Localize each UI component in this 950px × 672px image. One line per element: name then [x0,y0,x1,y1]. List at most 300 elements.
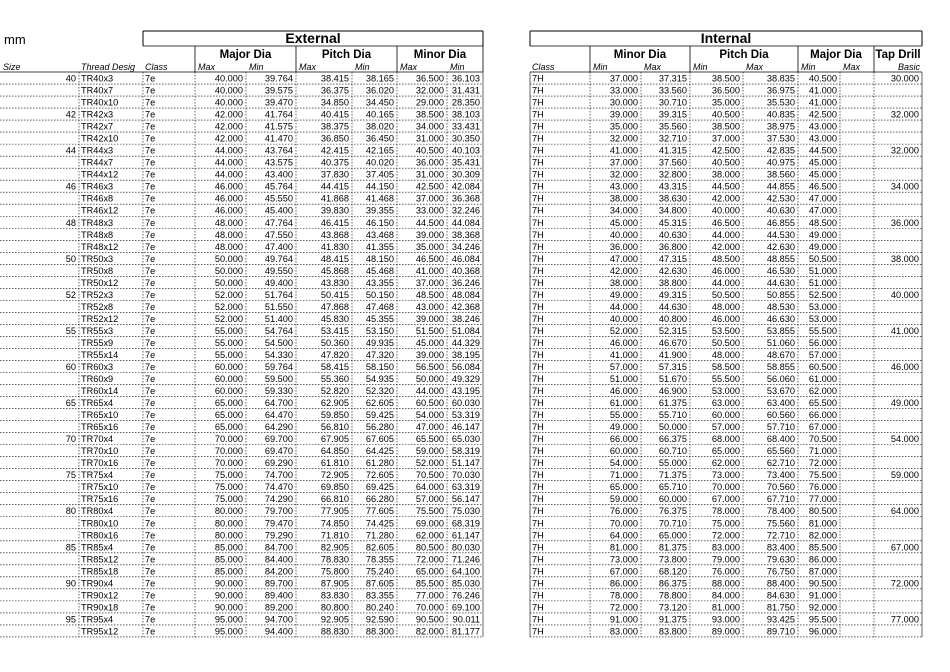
row-class-int: 7H [532,566,544,577]
row-int-value: 41.000 [808,85,837,96]
row-int-value: 73.400 [766,470,795,481]
row-ext-value: 69.470 [264,446,293,457]
row-thread: TR75x16 [81,494,119,505]
row-ext-value: 72.605 [365,470,394,481]
row-ext-value: 55.000 [214,337,243,348]
header-int-2: Min [693,62,708,72]
external-group-1: Pitch Dia [321,49,372,61]
row-class-ext: 7e [145,109,156,120]
row-ext-value: 56.280 [365,422,394,433]
row-int-value: 50.000 [658,422,687,433]
row-ext-value: 82.000 [415,626,444,637]
row-ext-value: 43.868 [320,229,349,240]
row-size: 48 [65,217,76,228]
row-int-value: 78.000 [711,506,740,517]
row-class-ext: 7e [145,241,156,252]
row-int-value: 95.500 [808,614,837,625]
row-ext-value: 67.605 [365,434,394,445]
row-ext-value: 61.280 [365,458,394,469]
row-int-value: 37.000 [609,157,638,168]
row-int-value: 38.975 [766,121,795,132]
row-int-value: 40.975 [766,157,795,168]
row-size: 52 [65,289,76,300]
row-ext-value: 46.147 [451,422,480,433]
row-class-int: 7H [532,614,544,625]
row-class-int: 7H [532,229,544,240]
row-thread: TR70x4 [81,434,114,445]
row-int-value: 53.000 [808,301,837,312]
row-thread: TR70x10 [81,446,119,457]
row-thread: TR85x18 [81,566,119,577]
row-ext-value: 92.905 [320,614,349,625]
header-ext-3: Min [355,62,370,72]
row-ext-value: 75.800 [320,566,349,577]
row-class-int: 7H [532,554,544,565]
row-class-ext: 7e [145,169,156,180]
row-ext-value: 79.700 [264,506,293,517]
row-int-value: 40.500 [711,157,740,168]
row-ext-value: 90.000 [214,578,243,589]
row-int-value: 47.315 [658,253,687,264]
row-int-value: 44.500 [808,145,837,156]
row-int-value: 42.000 [711,241,740,252]
row-int-value: 48.530 [766,301,795,312]
row-ext-value: 38.375 [320,121,349,132]
row-int-value: 32.000 [609,169,638,180]
row-ext-value: 83.830 [320,590,349,601]
internal-group-3: Tap Drill [875,49,921,61]
row-size: 50 [65,253,76,264]
row-ext-value: 53.150 [365,325,394,336]
row-int-value: 61.375 [658,398,687,409]
row-ext-value: 85.000 [214,554,243,565]
row-thread: TR48x8 [81,229,114,240]
row-int-value: 47.000 [808,193,837,204]
row-ext-value: 54.500 [264,337,293,348]
row-int-value: 79.630 [766,554,795,565]
row-ext-value: 43.468 [365,229,394,240]
row-class-ext: 7e [145,265,156,276]
row-int-value: 72.000 [808,458,837,469]
row-int-value: 30.710 [658,97,687,108]
row-int-value: 34.800 [658,205,687,216]
row-thread: TR60x14 [81,386,119,397]
row-int-value: 44.855 [766,181,795,192]
row-int-value: 36.000 [890,217,919,228]
row-int-value: 43.000 [609,181,638,192]
row-int-value: 84.630 [766,590,795,601]
row-int-value: 64.000 [609,530,638,541]
row-ext-value: 51.147 [451,458,480,469]
row-int-value: 50.500 [711,289,740,300]
row-int-value: 61.000 [808,374,837,385]
row-ext-value: 60.030 [451,398,480,409]
row-ext-value: 85.000 [214,542,243,553]
row-int-value: 32.000 [890,145,919,156]
row-int-value: 42.500 [711,145,740,156]
row-class-int: 7H [532,193,544,204]
row-ext-value: 48.084 [451,289,480,300]
row-int-value: 86.375 [658,578,687,589]
row-class-ext: 7e [145,518,156,529]
row-int-value: 60.560 [766,410,795,421]
row-ext-value: 58.150 [365,362,394,372]
row-int-value: 70.500 [808,434,837,445]
header-ext-1: Min [249,62,264,72]
row-int-value: 34.000 [609,205,638,216]
row-int-value: 44.630 [658,301,687,312]
row-class-ext: 7e [145,289,156,300]
row-ext-value: 65.500 [415,434,444,445]
row-int-value: 89.000 [711,626,740,637]
row-class-int: 7H [532,289,544,300]
row-int-value: 82.000 [808,530,837,541]
row-thread: TR90x18 [81,602,119,613]
row-ext-value: 52.000 [415,458,444,469]
row-ext-value: 64.425 [365,446,394,457]
header-int-4: Min [801,62,816,72]
header-int-3: Max [746,62,764,72]
row-thread: TR52x3 [81,289,114,300]
row-ext-value: 44.415 [320,181,349,192]
row-class-int: 7H [532,205,544,216]
row-thread: TR55x3 [81,325,114,336]
row-int-value: 46.630 [766,313,795,324]
row-thread: TR44x3 [81,145,114,156]
row-size: 90 [65,578,76,589]
row-int-value: 78.000 [609,590,638,601]
row-class-ext: 7e [145,362,156,372]
row-int-value: 40.500 [711,109,740,120]
row-ext-value: 90.011 [452,614,480,625]
row-ext-value: 94.700 [264,614,293,625]
row-int-value: 89.710 [766,626,795,637]
row-class-int: 7H [532,482,544,493]
row-thread: TR40x3 [81,73,114,84]
row-int-value: 36.975 [766,85,795,96]
row-ext-value: 64.100 [451,566,480,577]
row-ext-value: 42.000 [214,133,243,144]
row-ext-value: 59.330 [264,386,293,397]
row-ext-value: 46.084 [451,253,480,264]
row-ext-value: 33.000 [415,205,444,216]
row-ext-value: 50.415 [320,289,349,300]
row-int-value: 36.500 [711,85,740,96]
row-class-int: 7H [532,458,544,469]
row-ext-value: 80.800 [320,602,349,613]
row-ext-value: 46.415 [320,217,349,228]
row-ext-value: 80.030 [451,542,480,553]
row-int-value: 58.855 [766,362,795,372]
row-int-value: 53.000 [711,386,740,397]
row-ext-value: 51.550 [264,301,293,312]
row-int-value: 60.000 [711,410,740,421]
row-thread: TR40x10 [81,97,119,108]
row-thread: TR42x3 [81,109,114,120]
row-int-value: 44.500 [711,181,740,192]
row-int-value: 93.000 [711,614,740,625]
row-thread: TR44x12 [81,169,119,180]
row-ext-value: 55.000 [214,325,243,336]
row-size: 40 [65,73,76,84]
row-int-value: 40.500 [808,73,837,84]
row-ext-value: 75.500 [415,506,444,517]
row-class-ext: 7e [145,614,156,625]
row-int-value: 33.560 [658,85,687,96]
row-ext-value: 37.000 [415,193,444,204]
row-thread: TR95x12 [81,626,119,637]
row-ext-value: 38.195 [451,349,480,360]
row-int-value: 55.710 [658,410,687,421]
row-ext-value: 74.470 [264,482,293,493]
row-class-int: 7H [532,386,544,397]
row-class-int: 7H [532,349,544,360]
row-ext-value: 34.450 [365,97,394,108]
row-int-value: 38.000 [711,169,740,180]
row-ext-value: 36.103 [451,73,480,84]
row-class-ext: 7e [145,386,156,397]
row-class-ext: 7e [145,458,156,469]
row-int-value: 38.000 [890,253,919,264]
row-class-ext: 7e [145,121,156,132]
row-int-value: 71.000 [609,470,638,481]
row-int-value: 59.000 [609,494,638,505]
row-ext-value: 78.830 [320,554,349,565]
row-int-value: 60.000 [658,494,687,505]
external-group-2: Minor Dia [413,49,467,61]
row-int-value: 53.855 [766,325,795,336]
row-int-value: 45.000 [808,157,837,168]
row-thread: TR80x16 [81,530,119,541]
row-thread: TR80x10 [81,518,119,529]
row-ext-value: 79.470 [264,518,293,529]
row-ext-value: 54.000 [415,410,444,421]
row-int-value: 83.000 [609,626,638,637]
header-int-1: Max [644,62,662,72]
row-ext-value: 72.905 [320,470,349,481]
row-int-value: 75.500 [808,470,837,481]
row-ext-value: 85.500 [415,578,444,589]
row-int-value: 63.400 [766,398,795,409]
row-ext-value: 48.000 [214,217,243,228]
row-ext-value: 77.905 [320,506,349,517]
row-ext-value: 44.000 [214,157,243,168]
row-ext-value: 53.415 [320,325,349,336]
row-int-value: 90.500 [808,578,837,589]
row-int-value: 91.000 [808,590,837,601]
row-thread: TR70x16 [81,458,119,469]
header-int-0: Min [593,62,608,72]
row-class-ext: 7e [145,578,156,589]
row-thread: TR40x7 [81,85,114,96]
row-class-ext: 7e [145,542,156,553]
row-ext-value: 55.360 [320,374,349,385]
row-ext-value: 95.000 [214,614,243,625]
row-thread: TR42x10 [81,133,119,144]
row-class-int: 7H [532,157,544,168]
row-ext-value: 28.350 [451,97,480,108]
row-thread: TR48x12 [81,241,119,252]
row-ext-value: 70.000 [214,434,243,445]
row-int-value: 46.530 [766,265,795,276]
row-ext-value: 92.590 [365,614,394,625]
row-ext-value: 39.575 [264,85,293,96]
row-ext-value: 42.000 [214,109,243,120]
row-ext-value: 56.500 [415,362,444,372]
row-int-value: 58.500 [711,362,740,372]
row-int-value: 76.375 [658,506,687,517]
row-ext-value: 72.000 [415,554,444,565]
row-ext-value: 75.000 [214,494,243,505]
row-ext-value: 55.000 [214,349,243,360]
header-int-5: Max [843,62,861,72]
row-class-int: 7H [532,337,544,348]
row-int-value: 34.000 [890,181,919,192]
row-int-value: 35.560 [658,121,687,132]
row-ext-value: 38.500 [415,109,444,120]
row-ext-value: 48.000 [214,229,243,240]
row-int-value: 88.000 [711,578,740,589]
row-class-ext: 7e [145,482,156,493]
row-int-value: 76.000 [711,566,740,577]
row-class-int: 7H [532,133,544,144]
row-int-value: 81.375 [658,542,687,553]
row-int-value: 55.000 [609,410,638,421]
row-ext-value: 90.500 [415,614,444,625]
row-ext-value: 37.405 [365,169,394,180]
row-int-value: 70.000 [609,518,638,529]
row-thread: TR60x3 [81,362,114,372]
row-int-value: 85.500 [808,542,837,553]
row-ext-value: 41.830 [320,241,349,252]
row-ext-value: 48.500 [415,289,444,300]
row-ext-value: 90.000 [214,602,243,613]
row-thread: TR85x4 [81,542,114,553]
row-class-ext: 7e [145,73,156,84]
row-class-ext: 7e [145,313,156,324]
row-int-value: 50.500 [808,253,837,264]
row-ext-value: 70.030 [451,470,480,481]
row-int-value: 35.530 [766,97,795,108]
row-class-int: 7H [532,253,544,264]
row-int-value: 64.000 [890,506,919,517]
row-ext-value: 46.000 [214,205,243,216]
row-int-value: 32.000 [609,133,638,144]
row-int-value: 40.000 [890,289,919,300]
row-thread: TR95x4 [81,614,114,625]
row-int-value: 33.000 [609,85,638,96]
row-size: 70 [65,434,76,445]
row-int-value: 38.500 [711,121,740,132]
row-ext-value: 75.000 [214,482,243,493]
row-ext-value: 47.820 [320,349,349,360]
row-ext-value: 36.850 [320,133,349,144]
row-int-value: 42.000 [711,193,740,204]
row-int-value: 61.000 [609,398,638,409]
row-class-int: 7H [532,301,544,312]
row-int-value: 93.425 [766,614,795,625]
row-int-value: 47.000 [808,205,837,216]
header-ext-0: Max [198,62,216,72]
row-class-ext: 7e [145,494,156,505]
row-ext-value: 58.319 [451,446,480,457]
row-ext-value: 71.280 [365,530,394,541]
row-int-value: 67.000 [808,422,837,433]
row-thread: TR90x12 [81,590,119,601]
row-thread: TR55x9 [81,337,114,348]
row-ext-value: 52.000 [214,289,243,300]
row-ext-value: 82.905 [320,542,349,553]
row-ext-value: 51.764 [264,289,293,300]
header-ext-5: Min [450,62,465,72]
row-class-int: 7H [532,145,544,156]
row-int-value: 35.000 [609,121,638,132]
row-ext-value: 36.500 [415,73,444,84]
row-ext-value: 89.400 [264,590,293,601]
row-int-value: 60.000 [609,446,638,457]
row-int-value: 65.000 [658,530,687,541]
row-int-value: 48.670 [766,349,795,360]
row-ext-value: 80.000 [214,518,243,529]
row-int-value: 92.000 [808,602,837,613]
row-int-value: 78.400 [766,506,795,517]
row-thread: TR46x3 [81,181,114,192]
row-int-value: 68.400 [766,434,795,445]
row-thread: TR90x4 [81,578,114,589]
row-ext-value: 62.905 [320,398,349,409]
row-ext-value: 54.764 [264,325,293,336]
row-ext-value: 38.246 [451,313,480,324]
row-ext-value: 74.290 [264,494,293,505]
row-int-value: 40.000 [609,229,638,240]
row-thread: TR52x12 [81,313,119,324]
row-int-value: 48.000 [711,301,740,312]
row-ext-value: 34.246 [451,241,480,252]
row-class-int: 7H [532,542,544,553]
row-class-int: 7H [532,362,544,372]
row-int-value: 52.315 [658,325,687,336]
row-int-value: 49.315 [658,289,687,300]
row-int-value: 54.000 [609,458,638,469]
row-int-value: 76.000 [808,482,837,493]
row-size: 55 [65,325,76,336]
row-int-value: 32.710 [658,133,687,144]
row-int-value: 68.000 [711,434,740,445]
row-class-int: 7H [532,313,544,324]
row-class-ext: 7e [145,133,156,144]
row-thread: TR60x9 [81,374,114,385]
row-int-value: 46.000 [711,265,740,276]
row-class-int: 7H [532,169,544,180]
row-int-value: 66.000 [808,410,837,421]
row-ext-value: 52.820 [320,386,349,397]
row-class-int: 7H [532,73,544,84]
row-class-int: 7H [532,265,544,276]
row-ext-value: 39.000 [415,313,444,324]
row-ext-value: 85.000 [214,566,243,577]
row-ext-value: 87.605 [365,578,394,589]
row-class-ext: 7e [145,301,156,312]
row-int-value: 54.000 [890,434,919,445]
row-ext-value: 66.280 [365,494,394,505]
row-int-value: 45.000 [808,169,837,180]
row-thread: TR42x7 [81,121,114,132]
row-int-value: 63.000 [711,398,740,409]
row-size: 95 [65,614,76,625]
row-ext-value: 45.400 [264,205,293,216]
row-ext-value: 67.905 [320,434,349,445]
row-int-value: 44.000 [711,277,740,288]
